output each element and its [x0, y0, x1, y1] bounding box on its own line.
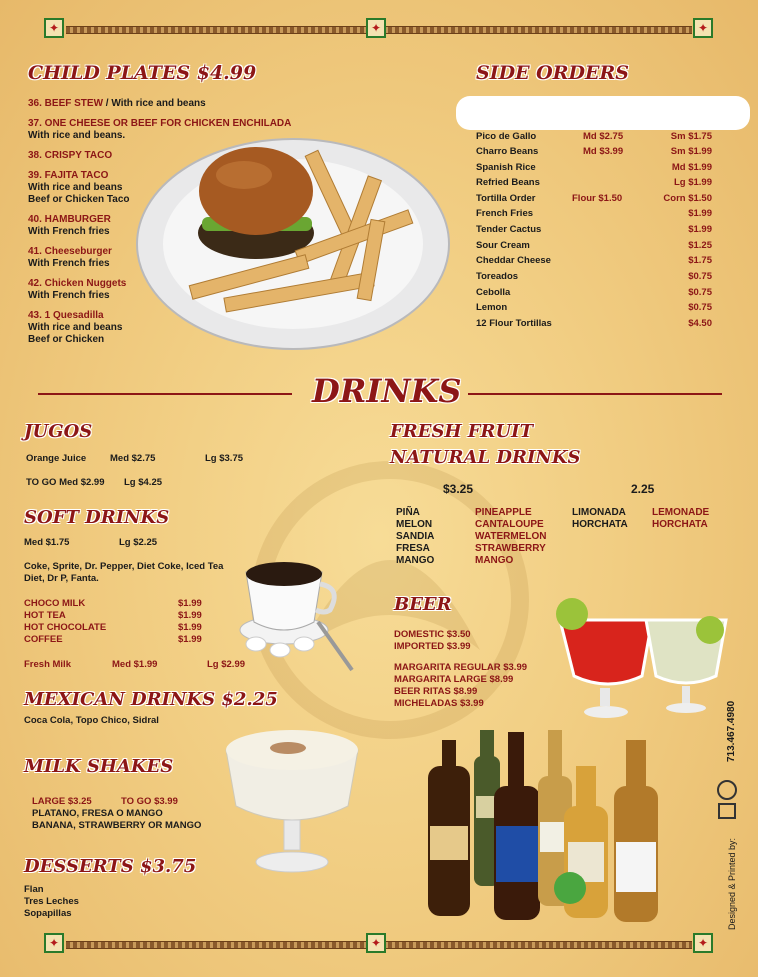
fruit-name: MANGO [475, 555, 514, 566]
fruit-name: MELON [396, 519, 433, 530]
list-item-name: HOT CHOCOLATE [24, 622, 107, 633]
list-item: Cheddar Cheese $1.75 [476, 255, 712, 266]
fruit-name: WATERMELON [475, 531, 547, 542]
list-item: Cebolla $0.75 [476, 287, 712, 298]
beer-bottles-photo [418, 726, 662, 924]
fruit-name: PIÑA [396, 507, 420, 518]
side-orders-banner [456, 96, 750, 130]
margarita-price: MICHELADAS $3.99 [394, 698, 484, 709]
margarita-price: BEER RITAS $8.99 [394, 686, 478, 697]
mexican-flag-icon: ✦ [44, 18, 64, 38]
list-item-name: COFFEE [24, 634, 63, 645]
fruit-name: PINEAPPLE [475, 507, 532, 518]
side-orders-title: SIDE ORDERS [476, 62, 629, 84]
menu-item-name: 42. Chicken Nuggets [28, 278, 127, 289]
fresh-fruit-title: FRESH FRUIT [390, 421, 533, 442]
soft-drinks-med-price: Med $1.75 [24, 537, 70, 548]
soft-drinks-title: SOFT DRINKS [24, 507, 170, 528]
milk-shake-flavors: BANANA, STRAWBERRY OR MANGO [32, 820, 202, 831]
milk-shakes-title: MILK SHAKES [24, 756, 174, 777]
child-plates-title: CHILD PLATES $4.99 [28, 62, 257, 84]
list-item: Lemon $0.75 [476, 302, 712, 313]
list-item-price: $1.99 [178, 634, 202, 645]
menu-item-name: 41. Cheeseburger [28, 246, 112, 257]
list-item-price: $1.99 [178, 622, 202, 633]
coffee-cup-photo [234, 552, 364, 682]
mexican-flag-icon: ✦ [44, 933, 64, 953]
milk-shake-togo-price: TO GO $3.99 [121, 796, 178, 807]
fresh-milk-name: Fresh Milk [24, 659, 71, 670]
soft-drinks-list: Coke, Sprite, Dr. Pepper, Diet Coke, Iced Tea [24, 561, 224, 572]
soft-drinks-lg-price: Lg $2.25 [119, 537, 158, 548]
fruit-name: SANDIA [396, 531, 435, 542]
beer-price: IMPORTED $3.99 [394, 641, 471, 652]
drinks-rule-right [468, 393, 722, 395]
beer-price: DOMESTIC $3.50 [394, 629, 471, 640]
menu-item-name: 40. HAMBURGER [28, 214, 111, 225]
menu-item-name: 38. CRISPY TACO [28, 150, 113, 161]
natural-drinks-title: NATURAL DRINKS [390, 447, 581, 468]
jugos-lg-price: Lg $3.75 [205, 453, 244, 464]
list-item: Sour Cream $1.25 [476, 240, 712, 251]
margarita-glasses-photo [552, 596, 734, 726]
menu-item-desc: With French fries [28, 226, 110, 237]
menu-item-desc: With rice and beans. [28, 130, 126, 141]
dessert-item: Sopapillas [24, 908, 72, 919]
jugos-togo-lg-price: Lg $4.25 [124, 477, 163, 488]
designer-phone: 713.467.4980 [726, 700, 737, 762]
menu-item-name: 39. FAJITA TACO [28, 170, 109, 181]
fresh-fruit-price-large: $3.25 [443, 482, 474, 496]
list-item-price: $1.99 [178, 598, 202, 609]
menu-item-desc: With rice and beans [28, 182, 123, 193]
menu-item-desc: Beef or Chicken Taco [28, 194, 130, 205]
drinks-rule-left [38, 393, 292, 395]
menu-item-name: 37. ONE CHEESE OR BEEF FOR CHICKEN ENCHILADA [28, 118, 292, 129]
fresh-milk-lg: Lg $2.99 [207, 659, 246, 670]
fruit-name: LIMONADA [572, 507, 626, 518]
jugos-togo-price: TO GO Med $2.99 [26, 477, 105, 488]
dessert-item: Tres Leches [24, 896, 79, 907]
menu-item-desc: Beef or Chicken [28, 334, 105, 345]
list-item: 12 Flour Tortillas $4.50 [476, 318, 712, 329]
fruit-name: LEMONADE [652, 507, 710, 518]
desserts-title: DESSERTS $3.75 [24, 856, 197, 877]
fresh-fruit-price-small: 2.25 [631, 482, 655, 496]
fruit-name: CANTALOUPE [475, 519, 544, 530]
burger-plate-photo [134, 135, 452, 353]
beer-title: BEER [394, 594, 452, 615]
list-item: French Fries $1.99 [476, 208, 712, 219]
jugos-med-price: Med $2.75 [110, 453, 156, 464]
soft-drinks-list: Diet, Dr P, Fanta. [24, 573, 99, 584]
fruit-name: STRAWBERRY [475, 543, 546, 554]
mexican-drinks-title: MEXICAN DRINKS $2.25 [24, 689, 278, 710]
menu-item-desc: With rice and beans [28, 322, 123, 333]
dessert-item: Flan [24, 884, 44, 895]
fruit-name: MANGO [396, 555, 435, 566]
menu-item-name: 36. BEEF STEW [28, 98, 104, 109]
list-item-price: $1.99 [178, 610, 202, 621]
jugos-orange-juice: Orange Juice [26, 453, 87, 464]
menu-item-name: 43. 1 Quesadilla [28, 310, 104, 321]
designer-logo-icon [716, 778, 738, 822]
list-item: Charro Beans Md $3.99 Sm $1.99 [476, 146, 712, 157]
mexican-drinks-list: Coca Cola, Topo Chico, Sidral [24, 715, 159, 726]
menu-item-desc: / With rice and beans [103, 98, 206, 109]
milk-shake-flavors: PLATANO, FRESA O MANGO [32, 808, 163, 819]
negra-modelo-bottle [428, 740, 470, 916]
list-item-name: CHOCO MILK [24, 598, 86, 609]
fruit-name: HORCHATA [652, 519, 708, 530]
menu-item-desc: With French fries [28, 290, 110, 301]
fruit-name: HORCHATA [572, 519, 628, 530]
eagle-emblem-icon: ✦ [366, 933, 386, 953]
list-item: Spanish Rice Md $1.99 [476, 162, 712, 173]
list-item: Toreados $0.75 [476, 271, 712, 282]
milk-shake-photo [222, 724, 362, 878]
mexican-flag-icon: ✦ [693, 18, 713, 38]
menu-item-desc: With French fries [28, 258, 110, 269]
milk-shake-large-price: LARGE $3.25 [32, 796, 92, 807]
drinks-title: DRINKS [312, 372, 462, 410]
eagle-emblem-icon: ✦ [366, 18, 386, 38]
list-item: Pico de Gallo Md $2.75 Sm $1.75 [476, 131, 712, 142]
list-item: Tender Cactus $1.99 [476, 224, 712, 235]
jugos-title: JUGOS [24, 421, 93, 442]
list-item-name: HOT TEA [24, 610, 66, 621]
fruit-name: FRESA [396, 543, 430, 554]
designed-by-credit: Designed & Printed by: [727, 837, 737, 930]
margarita-price: MARGARITA LARGE $8.99 [394, 674, 514, 685]
fresh-milk-med: Med $1.99 [112, 659, 158, 670]
mexican-flag-icon: ✦ [693, 933, 713, 953]
list-item: Tortilla Order Flour $1.50 Corn $1.50 [476, 193, 712, 204]
margarita-price: MARGARITA REGULAR $3.99 [394, 662, 528, 673]
list-item: Refried Beans Lg $1.99 [476, 177, 712, 188]
